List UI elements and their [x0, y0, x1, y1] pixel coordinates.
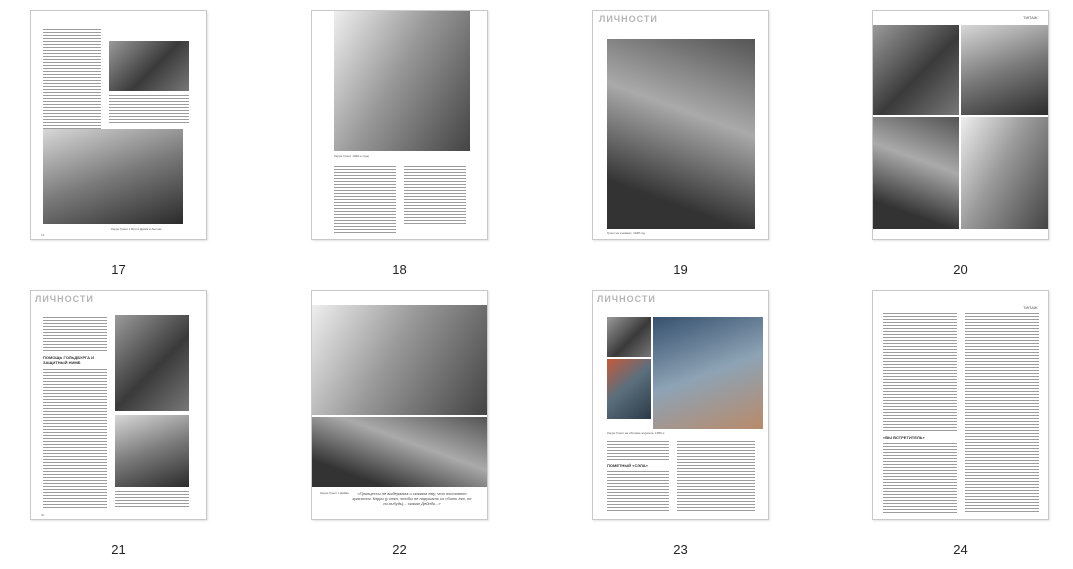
page-preview [872, 290, 1049, 520]
page-number: 23 [673, 542, 688, 557]
photo-caption: Кэрри Грант на обложке журнала, 1950-е [607, 431, 665, 435]
text-block [607, 471, 669, 513]
magazine-logo: ЛИЧНОСТИ [597, 294, 656, 304]
page-number: 19 [673, 262, 688, 277]
photo [115, 315, 189, 411]
text-block [883, 313, 957, 431]
photo-caption: Кэрри Грант с Дайан [320, 491, 349, 495]
page-number: 18 [392, 262, 407, 277]
text-block [43, 29, 101, 129]
photo [312, 305, 487, 415]
photo [961, 25, 1048, 115]
magazine-logo: ЛИЧНОСТИ [599, 14, 658, 24]
text-block [334, 166, 396, 234]
page-thumbnail-19[interactable] [592, 10, 769, 277]
folio: 20 [41, 513, 45, 517]
page-preview [592, 290, 769, 520]
photo-caption: Кэрри Грант, 1940-е годы [334, 154, 369, 158]
text-block [677, 441, 755, 513]
pull-quote: «Принцессы не выдержала и сказала ему, что постоянно красится. Кэрри (у него, чтобы не нарушать их сбить его, он ни-нибудь)... сказал Дейнди...» [352, 491, 472, 506]
page-thumbnail-21[interactable] [30, 290, 207, 557]
magazine-logo: ЛИЧНОСТИ [35, 294, 94, 304]
text-block [43, 317, 107, 351]
photo [312, 417, 487, 487]
text-block [115, 491, 189, 509]
text-block [883, 443, 957, 513]
photo [873, 25, 959, 115]
section-heading: «ВЫ ВСТРЕТИТЕЛЬ» [883, 435, 925, 440]
photo [109, 41, 189, 91]
page-thumbnail-18[interactable] [311, 10, 488, 277]
section-heading: ПОМЕТНЫЙ «СЭЛА» [607, 463, 648, 468]
photo-caption: Грант на съёмках, 1948 год [607, 231, 646, 235]
page-thumbnail-22[interactable] [311, 290, 488, 557]
page-thumbnail-23[interactable] [592, 290, 769, 557]
text-block [404, 166, 466, 226]
page-preview [30, 290, 207, 520]
page-number: 20 [953, 262, 968, 277]
photo-caption: Кэрри Грант с Бетти Дрейк в Англии. [111, 227, 163, 231]
photo [115, 415, 189, 487]
photo [873, 117, 959, 229]
photo [607, 317, 651, 357]
photo [607, 359, 651, 419]
page-number: 22 [392, 542, 407, 557]
page-number: 24 [953, 542, 968, 557]
text-block [109, 95, 189, 123]
rubric-label: ТИПАЖ [1023, 305, 1038, 310]
page-preview [592, 10, 769, 240]
page-preview [30, 10, 207, 240]
page-thumbnail-20[interactable] [872, 10, 1049, 277]
text-block [965, 313, 1039, 513]
page-preview [872, 10, 1049, 240]
text-block [607, 441, 669, 461]
photo [653, 317, 763, 429]
page-thumbnail-24[interactable] [872, 290, 1049, 557]
photo [334, 11, 470, 151]
photo [961, 117, 1048, 229]
folio: 16 [41, 233, 45, 237]
photo [43, 129, 183, 224]
page-thumbnail-17[interactable] [30, 10, 207, 277]
section-heading: ПОМОЩЬ ГОЛЬДБУРГА И ЗАЩИТНЫЙ НИМБ [43, 355, 95, 365]
page-preview [311, 290, 488, 520]
page-preview [311, 10, 488, 240]
photo [607, 39, 755, 229]
rubric-label: ТИПАЖ [1023, 15, 1038, 20]
page-number: 21 [111, 542, 126, 557]
text-block [43, 369, 107, 509]
page-number: 17 [111, 262, 126, 277]
